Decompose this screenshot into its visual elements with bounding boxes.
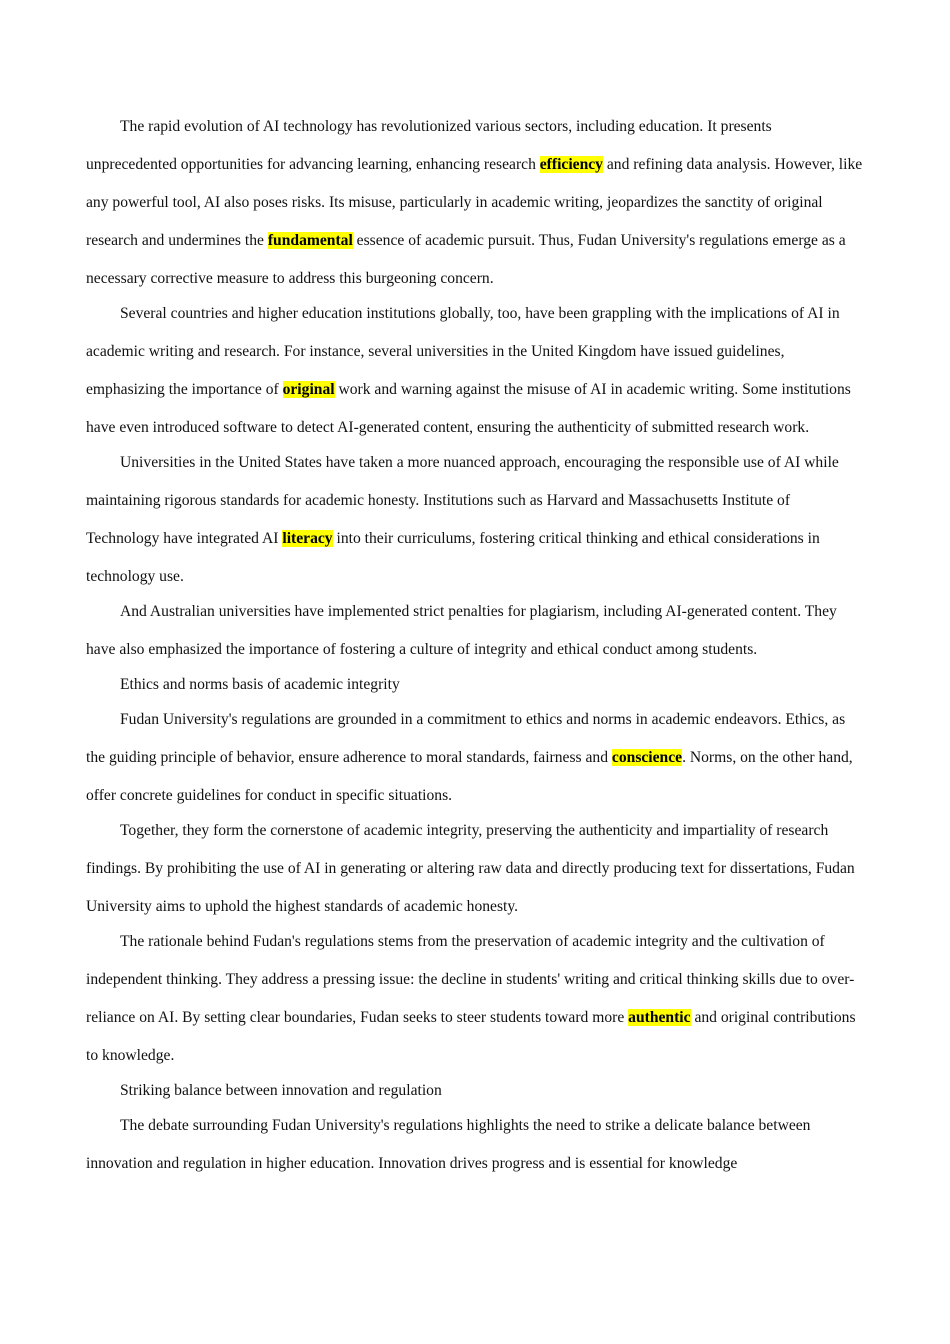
text-run: The rapid evolution of AI technology has revolutionized various sectors, including education. It presents unprecedented opportunities for advancing learning, enhancing research bbox=[86, 118, 772, 173]
paragraph bbox=[86, 108, 866, 298]
paragraph bbox=[86, 444, 866, 596]
paragraph bbox=[86, 593, 866, 669]
highlighted-word: efficiency bbox=[539, 156, 603, 173]
paragraph bbox=[86, 701, 866, 815]
text-run: Ethics and norms basis of academic integrity bbox=[120, 676, 400, 693]
text-run: . Norms, on the other hand, offer concrete guidelines for conduct in specific situations. bbox=[86, 749, 853, 804]
section-heading bbox=[86, 666, 866, 704]
highlighted-word: authentic bbox=[628, 1009, 691, 1026]
text-run: Striking balance between innovation and regulation bbox=[120, 1082, 442, 1099]
text-run: The rationale behind Fudan's regulations stems from the preservation of academic integrity and the cultivation of independent thinking. They address a pressing issue: the decline in students' writing and critical thinking skills due to over-reliance on AI. By setting clear boundaries, Fudan seeks to steer students toward more bbox=[86, 933, 855, 1026]
highlighted-word: conscience bbox=[611, 749, 683, 766]
highlighted-word: literacy bbox=[282, 530, 333, 547]
highlighted-word: fundamental bbox=[267, 232, 353, 249]
text-run: Together, they form the cornerstone of academic integrity, preserving the authenticity and impartiality of research findings. By prohibiting the use of AI in generating or altering raw data and directly producing text for dissertations, Fudan University aims to uphold the highest standards of academic honesty. bbox=[86, 822, 855, 915]
paragraph bbox=[86, 295, 866, 447]
highlighted-word: original bbox=[282, 381, 335, 398]
paragraph bbox=[86, 1107, 866, 1183]
paragraph bbox=[86, 923, 866, 1075]
text-run: Fudan University's regulations are grounded in a commitment to ethics and norms in academic endeavors. Ethics, as the guiding principle of behavior, ensure adherence to moral standards, fairness and bbox=[86, 711, 846, 766]
text-run: Universities in the United States have taken a more nuanced approach, encouraging the responsible use of AI while maintaining rigorous standards for academic honesty. Institutions such as Harvard and Massachusetts Institute of Technology have integrated AI bbox=[86, 454, 839, 547]
section-heading bbox=[86, 1072, 866, 1110]
text-run: Several countries and higher education institutions globally, too, have been grappling with the implications of AI in academic writing and research. For instance, several universities in the United Kingdom have issued guidelines, emphasizing the importance of bbox=[86, 305, 840, 398]
text-run: work and warning against the misuse of AI in academic writing. Some institutions have even introduced software to detect AI-generated content, ensuring the authenticity of submitted research work. bbox=[86, 381, 851, 436]
text-run: and refining data analysis. However, like any powerful tool, AI also poses risks. Its misuse, particularly in academic writing, jeopardizes the sanctity of original research and undermines the bbox=[86, 156, 863, 249]
text-run: essence of academic pursuit. Thus, Fudan University's regulations emerge as a necessary corrective measure to address this burgeoning concern. bbox=[86, 232, 846, 287]
document-body bbox=[86, 108, 866, 1180]
paragraph bbox=[86, 812, 866, 926]
text-run: The debate surrounding Fudan University's regulations highlights the need to strike a delicate balance between innovation and regulation in higher education. Innovation drives progress and is essential for knowledge bbox=[86, 1117, 811, 1172]
text-run: And Australian universities have implemented strict penalties for plagiarism, including AI-generated content. They have also emphasized the importance of fostering a culture of integrity and ethical conduct among students. bbox=[86, 603, 837, 658]
text-run: and original contributions to knowledge. bbox=[86, 1009, 856, 1064]
text-run: into their curriculums, fostering critical thinking and ethical considerations in technology use. bbox=[86, 530, 820, 585]
